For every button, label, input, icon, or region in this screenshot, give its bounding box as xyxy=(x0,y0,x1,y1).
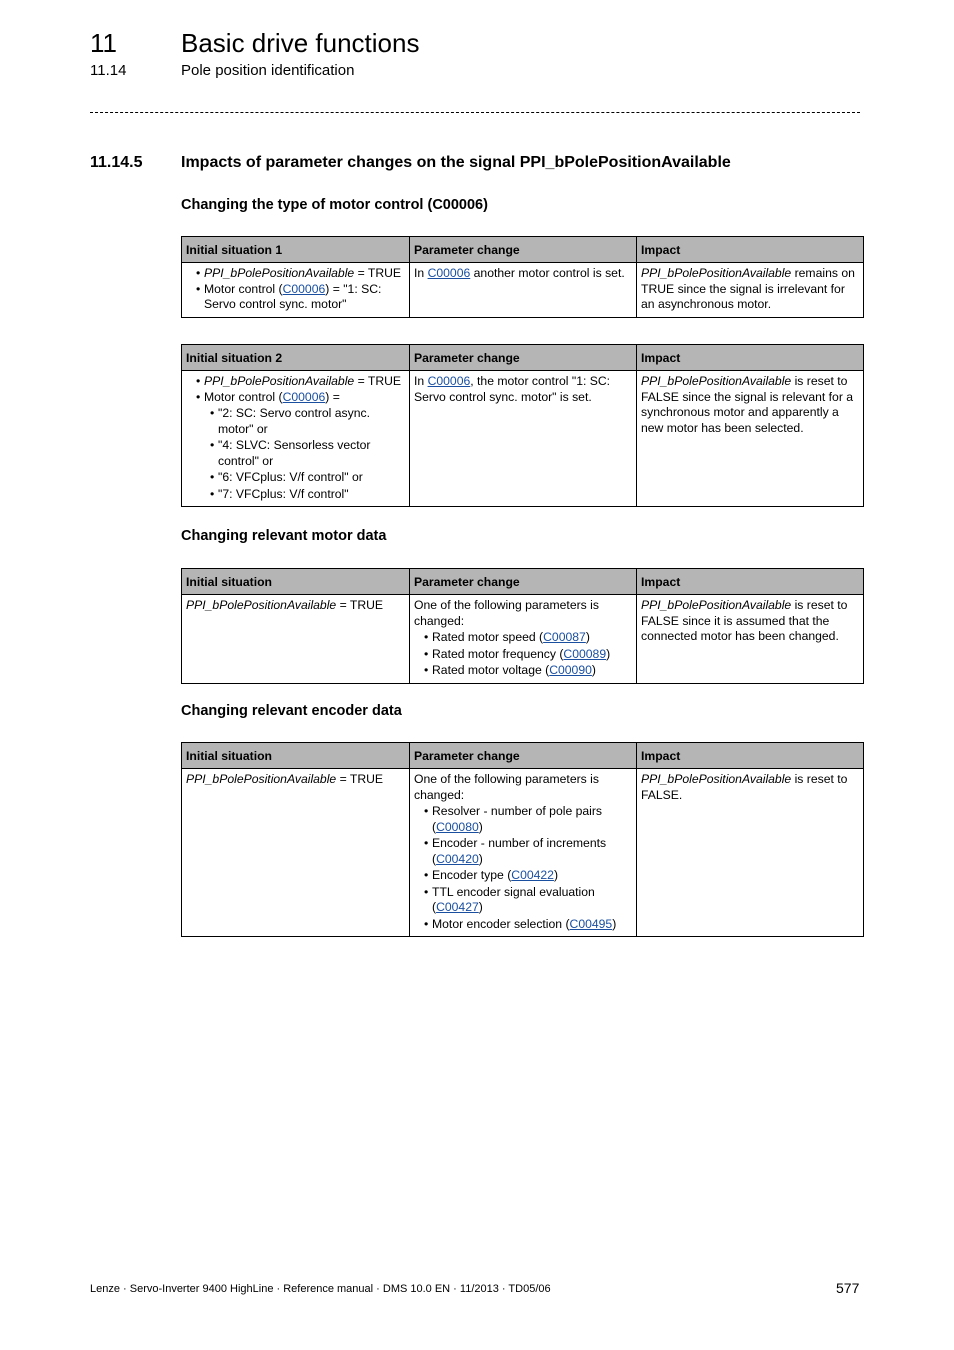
table-header-row xyxy=(182,345,864,371)
column-header-change: Parameter change xyxy=(410,569,637,595)
list-item xyxy=(186,374,405,390)
text: ) xyxy=(478,900,483,914)
text: ) xyxy=(606,646,611,661)
cell-initial xyxy=(182,595,410,684)
text: is reset to FALSE. xyxy=(641,772,848,802)
table-motor-control-2 xyxy=(181,344,864,507)
text: Motor encoder selection ( xyxy=(432,916,570,931)
parameter-link[interactable]: C00006 xyxy=(427,374,471,388)
column-header-change: Parameter change xyxy=(410,743,637,769)
text: Rated motor voltage ( xyxy=(432,663,550,677)
table-row xyxy=(182,769,864,937)
parameter-link[interactable]: C00420 xyxy=(436,851,479,866)
column-header-change: Parameter change xyxy=(410,237,637,263)
column-header-change: Parameter change xyxy=(410,345,637,371)
parameter-link[interactable]: C00080 xyxy=(436,819,479,834)
table-motor-data xyxy=(181,568,864,684)
column-header-initial: Initial situation xyxy=(182,743,410,769)
sub-list-item: • "4: SLVC: Sensorless vector control" or xyxy=(186,438,405,469)
table-row xyxy=(182,263,864,318)
section-number: 11.14 xyxy=(90,62,127,79)
cell-initial xyxy=(182,263,410,318)
parameter-link[interactable]: C00427 xyxy=(436,900,479,914)
sub-list-item: • "6: VFCplus: V/f control" or xyxy=(186,470,405,486)
table-header-row xyxy=(182,569,864,595)
cell-change xyxy=(410,263,637,318)
text: ) = "1: SC: Servo control sync. motor" xyxy=(204,281,382,311)
list-item xyxy=(414,647,632,663)
text: TTL encoder signal evaluation ( xyxy=(432,884,595,914)
cell-initial xyxy=(182,769,410,937)
header-divider xyxy=(90,112,860,113)
text: , the motor control "1: SC: Servo control sync. motor" is set. xyxy=(414,374,611,404)
text: Rated motor speed ( xyxy=(432,630,544,644)
text: Rated motor frequency ( xyxy=(432,646,564,661)
section-title: Pole position identification xyxy=(181,62,355,79)
change-intro: One of the following parameters is changed: xyxy=(414,598,599,628)
text: Encoder type ( xyxy=(432,868,512,882)
text: ) xyxy=(553,868,559,882)
parameter-link[interactable]: C00495 xyxy=(569,916,613,931)
text: In xyxy=(414,374,428,388)
signal-name: PPI_bPolePositionAvailable xyxy=(204,266,355,280)
column-header-initial: Initial situation 2 xyxy=(182,345,410,371)
sub-list-item: • "7: VFCplus: V/f control" xyxy=(186,487,405,503)
parameter-link[interactable]: C00087 xyxy=(543,630,586,644)
signal-name: PPI_bPolePositionAvailable xyxy=(641,266,792,280)
column-header-impact: Impact xyxy=(637,345,864,371)
cell-impact xyxy=(637,595,864,684)
chapter-title: Basic drive functions xyxy=(181,28,420,58)
text: Motor control ( xyxy=(204,389,283,404)
text: Resolver - number of pole pairs ( xyxy=(432,804,603,834)
signal-name: PPI_bPolePositionAvailable xyxy=(186,598,337,612)
text: ) xyxy=(585,630,590,644)
signal-name: PPI_bPolePositionAvailable xyxy=(641,598,792,612)
text: ) xyxy=(478,819,483,834)
list-item xyxy=(414,630,632,646)
cell-change xyxy=(410,769,637,937)
cell-change xyxy=(410,595,637,684)
column-header-initial: Initial situation xyxy=(182,569,410,595)
page-number: 577 xyxy=(836,1280,860,1296)
text: remains on TRUE since the signal is irrelevant for an asynchronous motor. xyxy=(641,266,855,311)
list-item xyxy=(414,868,632,884)
text: ) xyxy=(478,851,483,866)
text: = TRUE xyxy=(354,374,402,388)
list-item xyxy=(414,663,632,679)
text: ) xyxy=(612,916,617,931)
text: Encoder - number of increments ( xyxy=(432,836,607,866)
column-header-impact: Impact xyxy=(637,237,864,263)
text: In xyxy=(414,266,428,280)
cell-impact xyxy=(637,263,864,318)
parameter-link[interactable]: C00422 xyxy=(511,868,554,882)
table-encoder-data xyxy=(181,742,864,937)
cell-impact xyxy=(637,371,864,507)
heading-encoder-data: Changing relevant encoder data xyxy=(181,703,402,719)
heading-motor-data: Changing relevant motor data xyxy=(181,528,387,544)
cell-initial xyxy=(182,371,410,507)
text: = TRUE xyxy=(354,266,402,280)
column-header-impact: Impact xyxy=(637,743,864,769)
change-intro: One of the following parameters is changed: xyxy=(414,772,599,802)
text: = TRUE xyxy=(336,772,384,786)
list-item xyxy=(186,390,405,503)
list-item xyxy=(414,917,632,933)
text: Motor control ( xyxy=(204,281,283,296)
column-header-impact: Impact xyxy=(637,569,864,595)
text: another motor control is set. xyxy=(470,266,625,280)
table-row xyxy=(182,595,864,684)
cell-change xyxy=(410,371,637,507)
chapter-number: 11 xyxy=(90,28,117,58)
text: ) = xyxy=(325,389,340,404)
text: ) xyxy=(591,663,596,677)
parameter-link[interactable]: C00090 xyxy=(549,663,592,677)
list-item xyxy=(414,885,632,916)
list-item xyxy=(186,282,405,313)
parameter-link[interactable]: C00006 xyxy=(282,389,326,404)
list-item xyxy=(414,836,632,867)
table-row xyxy=(182,371,864,507)
sub-list-item: • "2: SC: Servo control async. motor" or xyxy=(186,406,405,437)
text: is reset to FALSE since the signal is relevant for a synchronous motor and apparently a new motor has been selected. xyxy=(641,374,854,435)
table-header-row xyxy=(182,743,864,769)
subsection-title: Impacts of parameter changes on the signal PPI_bPolePositionAvailable xyxy=(181,154,731,171)
parameter-link[interactable]: C00006 xyxy=(427,266,471,280)
subsection-number: 11.14.5 xyxy=(90,154,143,171)
footer-text: Lenze · Servo-Inverter 9400 HighLine · Reference manual · DMS 10.0 EN · 11/2013 · TD05/06 xyxy=(90,1283,551,1295)
signal-name: PPI_bPolePositionAvailable xyxy=(641,374,792,388)
signal-name: PPI_bPolePositionAvailable xyxy=(641,772,792,786)
signal-name: PPI_bPolePositionAvailable xyxy=(186,772,337,786)
text: is reset to FALSE since it is assumed that the connected motor has been changed. xyxy=(641,598,848,643)
table-motor-control-1 xyxy=(181,236,864,318)
heading-motor-control: Changing the type of motor control (C00006) xyxy=(181,197,488,213)
list-item xyxy=(414,804,632,835)
column-header-initial: Initial situation 1 xyxy=(182,237,410,263)
signal-name: PPI_bPolePositionAvailable xyxy=(204,374,355,388)
list-item xyxy=(186,266,405,282)
text: = TRUE xyxy=(336,598,384,612)
table-header-row xyxy=(182,237,864,263)
parameter-link[interactable]: C00089 xyxy=(563,646,607,661)
parameter-link[interactable]: C00006 xyxy=(282,281,326,296)
cell-impact xyxy=(637,769,864,937)
